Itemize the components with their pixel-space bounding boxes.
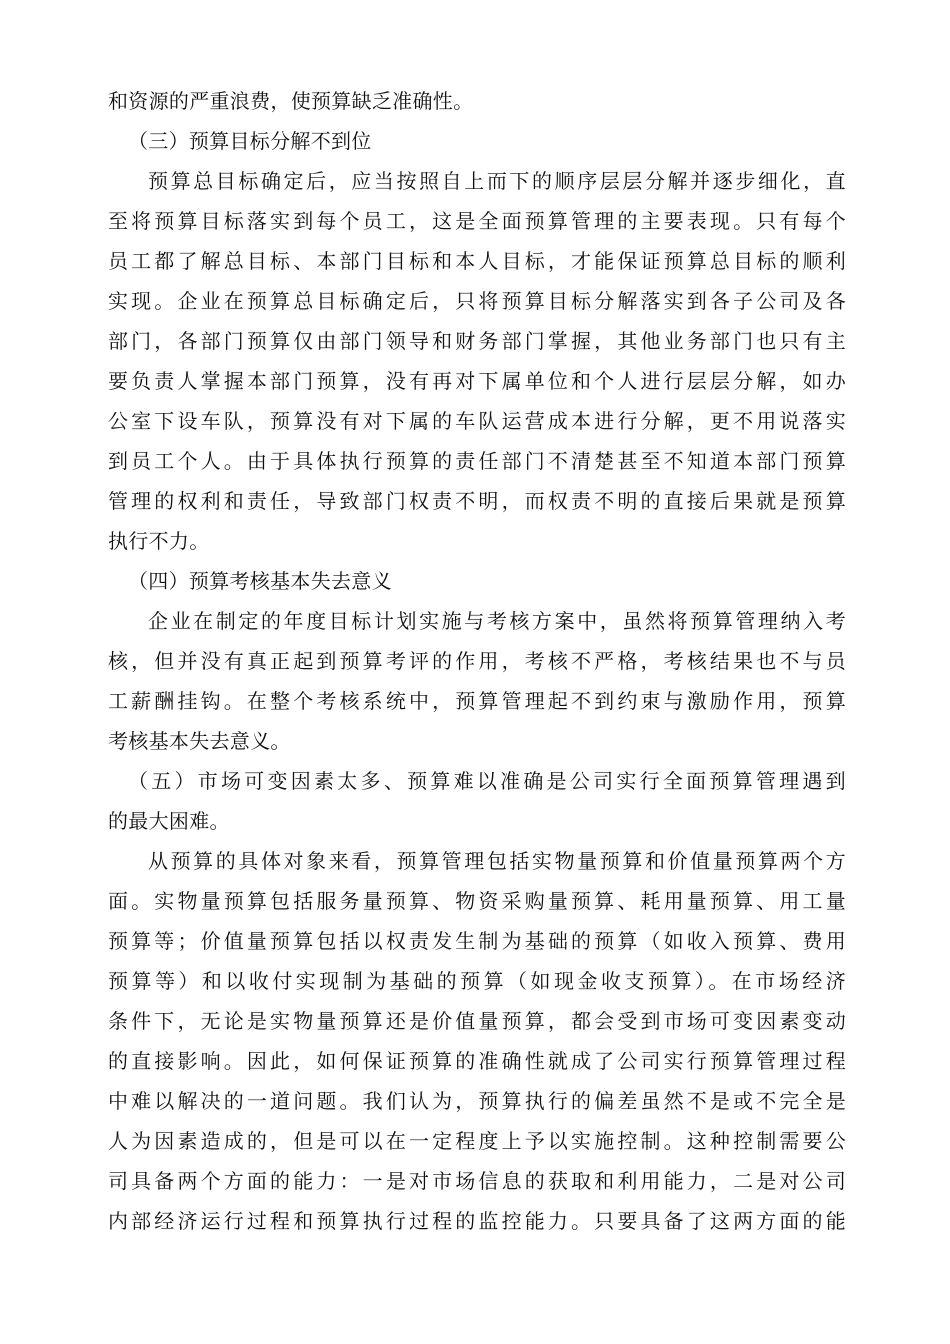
text-line: 公室下设车队，预算没有对下属的车队运营成本进行分解，更不用说落实	[108, 409, 846, 433]
text-line: 从预算的具体对象来看，预算管理包括实物量预算和价值量预算两个方	[148, 849, 846, 873]
text-line: 执行不力。	[108, 529, 210, 553]
text-line: 预算等）和以收付实现制为基础的预算（如现金收支预算）。在市场经济	[108, 969, 846, 993]
text-line: 要负责人掌握本部门预算，没有再对下属单位和个人进行层层分解，如办	[108, 369, 846, 393]
section-heading-continued: 的最大困难。	[108, 809, 230, 833]
text-line: 企业在制定的年度目标计划实施与考核方案中，虽然将预算管理纳入考	[148, 609, 846, 633]
text-line: 至将预算目标落实到每个员工，这是全面预算管理的主要表现。只有每个	[108, 209, 846, 233]
section-heading: （五）市场可变因素太多、预算难以准确是公司实行全面预算管理遇到	[128, 769, 846, 793]
text-line: 工薪酬挂钩。在整个考核系统中，预算管理起不到约束与激励作用，预算	[108, 689, 846, 713]
text-line: 考核基本失去意义。	[108, 729, 291, 753]
text-line: 和资源的严重浪费，使预算缺乏准确性。	[108, 89, 474, 113]
text-line: 管理的权利和责任，导致部门权责不明，而权责不明的直接后果就是预算	[108, 489, 846, 513]
text-line: 面。实物量预算包括服务量预算、物资采购量预算、耗用量预算、用工量	[108, 889, 846, 913]
text-line: 部门，各部门预算仅由部门领导和财务部门掌握，其他业务部门也只有主	[108, 329, 846, 353]
section-heading: （四）预算考核基本失去意义	[128, 569, 392, 593]
text-line: 预算总目标确定后，应当按照自上而下的顺序层层分解并逐步细化，直	[148, 169, 846, 193]
text-line: 到员工个人。由于具体执行预算的责任部门不清楚甚至不知道本部门预算	[108, 449, 846, 473]
text-line: 的直接影响。因此，如何保证预算的准确性就成了公司实行预算管理过程	[108, 1049, 846, 1073]
text-line: 内部经济运行过程和预算执行过程的监控能力。只要具备了这两方面的能	[108, 1209, 846, 1233]
text-line: 实现。企业在预算总目标确定后，只将预算目标分解落实到各子公司及各	[108, 289, 846, 313]
text-line: 条件下，无论是实物量预算还是价值量预算，都会受到市场可变因素变动	[108, 1009, 846, 1033]
section-heading: （三）预算目标分解不到位	[128, 129, 372, 153]
text-line: 预算等；价值量预算包括以权责发生制为基础的预算（如收入预算、费用	[108, 929, 846, 953]
text-line: 司具备两个方面的能力：一是对市场信息的获取和利用能力，二是对公司	[108, 1169, 846, 1193]
text-line: 人为因素造成的，但是可以在一定程度上予以实施控制。这种控制需要公	[108, 1129, 846, 1153]
text-line: 核，但并没有真正起到预算考评的作用，考核不严格，考核结果也不与员	[108, 649, 846, 673]
text-line: 中难以解决的一道问题。我们认为，预算执行的偏差虽然不是或不完全是	[108, 1089, 846, 1113]
text-line: 员工都了解总目标、本部门目标和本人目标，才能保证预算总目标的顺利	[108, 249, 846, 273]
